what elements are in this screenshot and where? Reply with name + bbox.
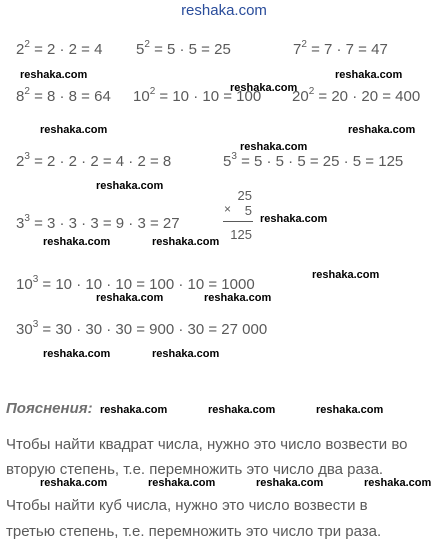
watermark: reshaka.com bbox=[204, 292, 272, 304]
equation-square-10: $10^2 = 10 \cdot 10 = 100$ bbox=[133, 86, 262, 105]
explanation-line: Чтобы найти куб числа, нужно это число возвести в bbox=[6, 497, 368, 514]
watermark: reshaka.com bbox=[43, 236, 111, 248]
multiplicand: 25 bbox=[237, 188, 252, 203]
multiply-sign: × bbox=[224, 202, 232, 216]
watermark: reshaka.com bbox=[148, 477, 216, 489]
equation-square-5: $5^2 = 5 \cdot 5 = 25$ bbox=[136, 39, 231, 58]
watermark: reshaka.com bbox=[100, 404, 168, 416]
explanation-line: Чтобы найти квадрат числа, нужно это число возвести во bbox=[6, 436, 408, 453]
watermark: reshaka.com bbox=[335, 69, 403, 81]
result-line bbox=[223, 221, 253, 222]
watermark: reshaka.com bbox=[348, 124, 416, 136]
explanation-line: третью степень, т.е. перемножить это число три раза. bbox=[6, 523, 382, 540]
watermark: reshaka.com bbox=[230, 82, 298, 94]
watermark: reshaka.com bbox=[364, 477, 432, 489]
watermark: reshaka.com bbox=[256, 477, 324, 489]
equation-square-8: $8^2 = 8 \cdot 8 = 64$ bbox=[16, 86, 111, 105]
multiplier: 5 bbox=[244, 203, 252, 218]
site-logo[interactable]: reshaka.com bbox=[181, 2, 267, 19]
equation-square-2: $2^2 = 2 \cdot 2 = 4$ bbox=[16, 39, 103, 58]
watermark: reshaka.com bbox=[20, 69, 88, 81]
watermark: reshaka.com bbox=[208, 404, 276, 416]
equation-cube-30: $30^3 = 30 \cdot 30 \cdot 30 = 900 \cdot 30 = 27$ 000 bbox=[16, 319, 268, 338]
watermark: reshaka.com bbox=[40, 124, 108, 136]
product: 125 bbox=[230, 227, 252, 242]
equation-cube-2: $2^3 = 2 \cdot 2 \cdot 2 = 4 \cdot 2 = 8$ bbox=[16, 151, 172, 170]
watermark: reshaka.com bbox=[240, 141, 308, 153]
watermark: reshaka.com bbox=[260, 213, 328, 225]
watermark: reshaka.com bbox=[96, 292, 164, 304]
watermark: reshaka.com bbox=[40, 477, 108, 489]
equation-cube-10: $10^3 = 10 \cdot 10 \cdot 10 = 100 \cdot 10 = 1000$ bbox=[16, 274, 255, 293]
explanation-line: вторую степень, т.е. перемножить это число два раза. bbox=[6, 461, 384, 478]
watermark: reshaka.com bbox=[312, 269, 380, 281]
equation-cube-3: $3^3 = 3 \cdot 3 \cdot 3 = 9 \cdot 3 = 27$ bbox=[16, 213, 180, 232]
explanation-title: Пояснения: bbox=[6, 400, 93, 417]
watermark: reshaka.com bbox=[316, 404, 384, 416]
column-multiplication bbox=[222, 186, 254, 252]
watermark: reshaka.com bbox=[152, 236, 220, 248]
equation-square-20: $20^2 = 20 \cdot 20 = 400$ bbox=[292, 86, 421, 105]
equation-cube-5: $5^3 = 5 \cdot 5 \cdot 5 = 25 \cdot 5 = 125$ bbox=[223, 151, 404, 170]
watermark: reshaka.com bbox=[152, 348, 220, 360]
watermark: reshaka.com bbox=[43, 348, 111, 360]
watermark: reshaka.com bbox=[96, 180, 164, 192]
equation-square-7: $7^2 = 7 \cdot 7 = 47$ bbox=[293, 39, 388, 58]
